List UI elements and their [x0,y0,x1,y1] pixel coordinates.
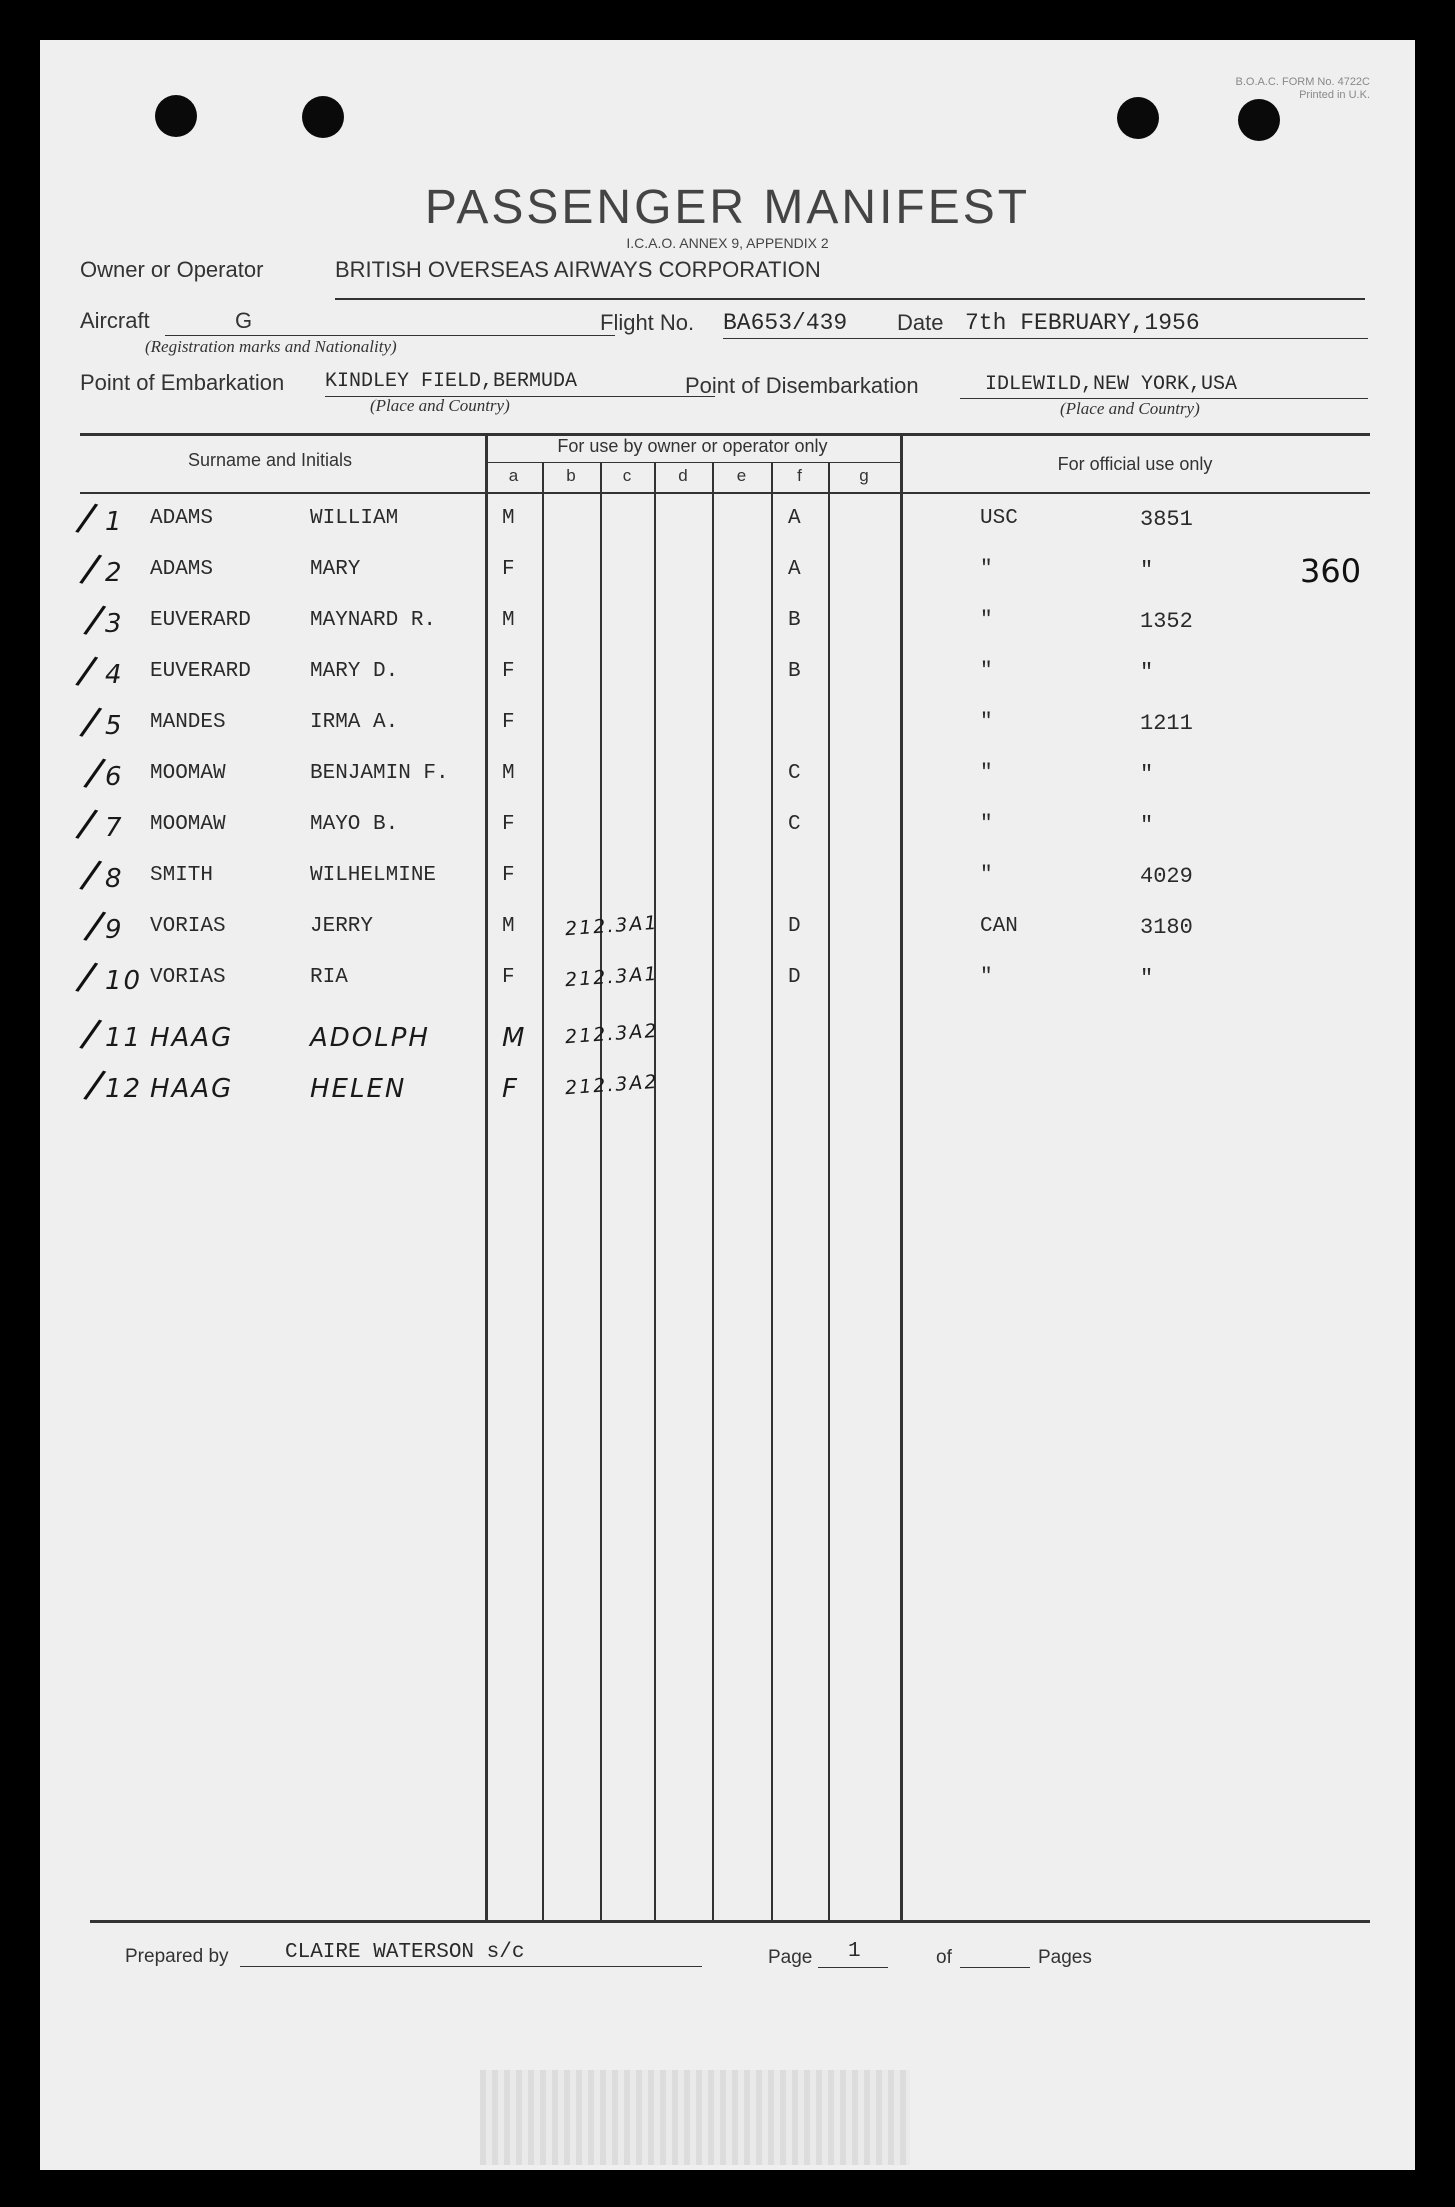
sex-cell: M [502,762,515,785]
official-number-cell: 3851 [1140,507,1193,532]
page-label: Page [768,1947,813,1968]
surname-cell: EUVERARD [150,609,251,632]
given-name-cell: RIA [310,966,348,989]
official-number-cell: 1352 [1140,609,1193,634]
official-nationality-cell: " [980,711,993,734]
group-cell: B [788,609,801,632]
row-number: 4 [105,660,124,690]
table-row [40,851,1415,915]
sub-column-header: g [859,466,869,485]
sex-cell: F [502,864,515,887]
check-mark: / [81,902,109,950]
check-mark: / [77,545,105,593]
faded-stamp [480,2070,910,2165]
surname-cell: SMITH [150,864,214,887]
official-nationality-cell: CAN [980,915,1018,938]
check-mark: / [77,851,105,899]
row-number: 5 [105,711,124,741]
sex-cell: M [502,507,515,530]
header-bottom-border [80,492,1370,494]
surname-cell: EUVERARD [150,660,251,683]
check-mark: / [81,749,109,797]
surname-cell: VORIAS [150,966,226,989]
sub-column-header: f [797,466,802,485]
official-number-cell: 3180 [1140,915,1193,940]
row-number: 12 [105,1074,143,1104]
owner-underline [335,298,1365,300]
check-mark: / [73,494,101,542]
sex-cell: F [502,711,515,734]
code-cell: 212.3A1 [564,911,660,941]
check-mark: / [77,1010,105,1058]
table-row [40,545,1415,609]
disembark-label: Point of Disembarkation [685,373,919,398]
sub-column-header: a [508,466,519,485]
flight-label: Flight No. [600,310,695,335]
form-number: B.O.A.C. FORM No. 4722C [1235,76,1370,88]
punch-hole [1238,99,1280,141]
form-number-stamp [1120,76,1370,102]
official-nationality-cell: " [980,558,993,581]
surname-cell: ADAMS [150,558,214,581]
punch-hole [1117,97,1159,139]
row-number: 9 [105,915,124,945]
table-bottom-border [90,1920,1370,1923]
date-value: 7th FEBRUARY,1956 [965,310,1200,336]
prepared-underline [240,1966,702,1967]
printed-in: Printed in U.K. [1299,89,1370,101]
group-cell: C [788,762,801,785]
disembark-note: (Place and Country) [1060,399,1200,418]
prepared-value: CLAIRE WATERSON s/c [285,1941,525,1964]
sex-cell: M [502,609,515,632]
table-row [40,1010,1415,1074]
group-cell: D [788,966,801,989]
row-number: 3 [105,609,124,639]
page-subtitle: I.C.A.O. ANNEX 9, APPENDIX 2 [626,235,829,251]
of-label: of [936,1947,952,1968]
punch-hole [302,96,344,138]
page-underline [818,1967,888,1968]
table-row [40,1061,1415,1125]
surname-cell: ADAMS [150,507,214,530]
owner-value: BRITISH OVERSEAS AIRWAYS CORPORATION [335,257,821,282]
sex-cell: F [502,813,515,836]
table-row [40,749,1415,813]
row-number: 6 [105,762,124,792]
given-name-cell: MAYO B. [310,813,399,836]
code-cell: 212.3A2 [564,1070,660,1100]
given-name-cell: MARY [310,558,361,581]
given-name-cell: WILLIAM [310,507,399,530]
check-mark: / [77,698,105,746]
embark-value: KINDLEY FIELD,BERMUDA [325,370,578,393]
sex-cell: F [502,966,515,989]
official-nationality-cell: " [980,660,993,683]
punch-hole [155,95,197,137]
table-row [40,953,1415,1017]
table-row [40,596,1415,660]
col-header-operator: For use by owner or operator only [557,436,828,456]
code-cell: 212.3A2 [564,1019,660,1049]
group-cell: C [788,813,801,836]
owner-label: Owner or Operator [80,257,264,282]
surname-cell: HAAG [150,1023,234,1053]
aircraft-note: (Registration marks and Nationality) [145,337,397,356]
official-number-cell: " [1140,558,1154,583]
table-row [40,698,1415,762]
given-name-cell: HELEN [310,1074,407,1104]
col-header-surname: Surname and Initials [187,450,353,470]
embark-label: Point of Embarkation [80,370,285,395]
table-row [40,647,1415,711]
surname-cell: MANDES [150,711,226,734]
page-title: PASSENGER MANIFEST [424,181,1031,234]
sub-column-header: e [736,466,747,485]
flight-value: BA653/439 [723,310,848,336]
check-mark: / [73,953,101,1001]
official-number-cell: 4029 [1140,864,1193,889]
manifest-page [40,40,1415,2170]
table-row [40,800,1415,864]
official-nationality-cell: " [980,813,993,836]
row-number: 1 [105,507,124,537]
check-mark: / [81,596,109,644]
surname-cell: VORIAS [150,915,226,938]
given-name-cell: BENJAMIN F. [310,762,449,785]
sex-cell: F [502,1074,519,1104]
group-cell: A [788,507,801,530]
surname-cell: HAAG [150,1074,234,1104]
date-label: Date [897,310,944,335]
row-number: 8 [105,864,124,894]
page-value: 1 [848,1940,861,1963]
surname-cell: MOOMAW [150,813,226,836]
table-row [40,902,1415,966]
code-cell: 212.3A1 [564,962,660,992]
row-number: 10 [105,966,143,996]
aircraft-label: Aircraft [80,308,150,333]
embark-note: (Place and Country) [370,396,510,415]
group-cell: A [788,558,801,581]
row-number: 7 [105,813,124,843]
given-name-cell: WILHELMINE [310,864,437,887]
disembark-value: IDLEWILD,NEW YORK,USA [985,373,1238,396]
given-name-cell: ADOLPH [310,1023,430,1053]
given-name-cell: MAYNARD R. [310,609,437,632]
row-number: 2 [105,558,124,588]
official-nationality-cell: " [980,609,993,632]
aircraft-value: G [235,308,253,333]
check-mark: / [81,1061,109,1109]
sex-cell: M [502,915,515,938]
sex-cell: F [502,660,515,683]
check-mark: / [73,647,101,695]
official-number-cell: " [1140,762,1154,787]
official-nationality-cell: " [980,966,993,989]
given-name-cell: IRMA A. [310,711,399,734]
surname-cell: MOOMAW [150,762,226,785]
col-header-official: For official use only [1057,454,1213,474]
official-nationality-cell: USC [980,507,1018,530]
sex-cell: F [502,558,515,581]
row-number: 11 [105,1023,143,1053]
side-number: 360 [1300,552,1362,590]
pages-label: Pages [1038,1947,1092,1968]
sub-column-header: d [678,466,688,485]
official-nationality-cell: " [980,762,993,785]
group-cell: B [788,660,801,683]
given-name-cell: MARY D. [310,660,399,683]
group-cell: D [788,915,801,938]
sex-cell: M [502,1023,527,1053]
sub-column-header: b [566,466,576,485]
official-number-cell: " [1140,966,1154,991]
sub-column-header: c [622,466,632,485]
aircraft-underline [165,335,615,336]
prepared-label: Prepared by [125,1946,229,1967]
official-number-cell: 1211 [1140,711,1193,736]
official-nationality-cell: " [980,864,993,887]
pages-underline [960,1967,1030,1968]
operator-header-divider [485,462,900,463]
table-row [40,494,1415,558]
given-name-cell: JERRY [310,915,374,938]
date-underline [723,338,1368,339]
official-number-cell: " [1140,660,1154,685]
check-mark: / [73,800,101,848]
official-number-cell: " [1140,813,1154,838]
